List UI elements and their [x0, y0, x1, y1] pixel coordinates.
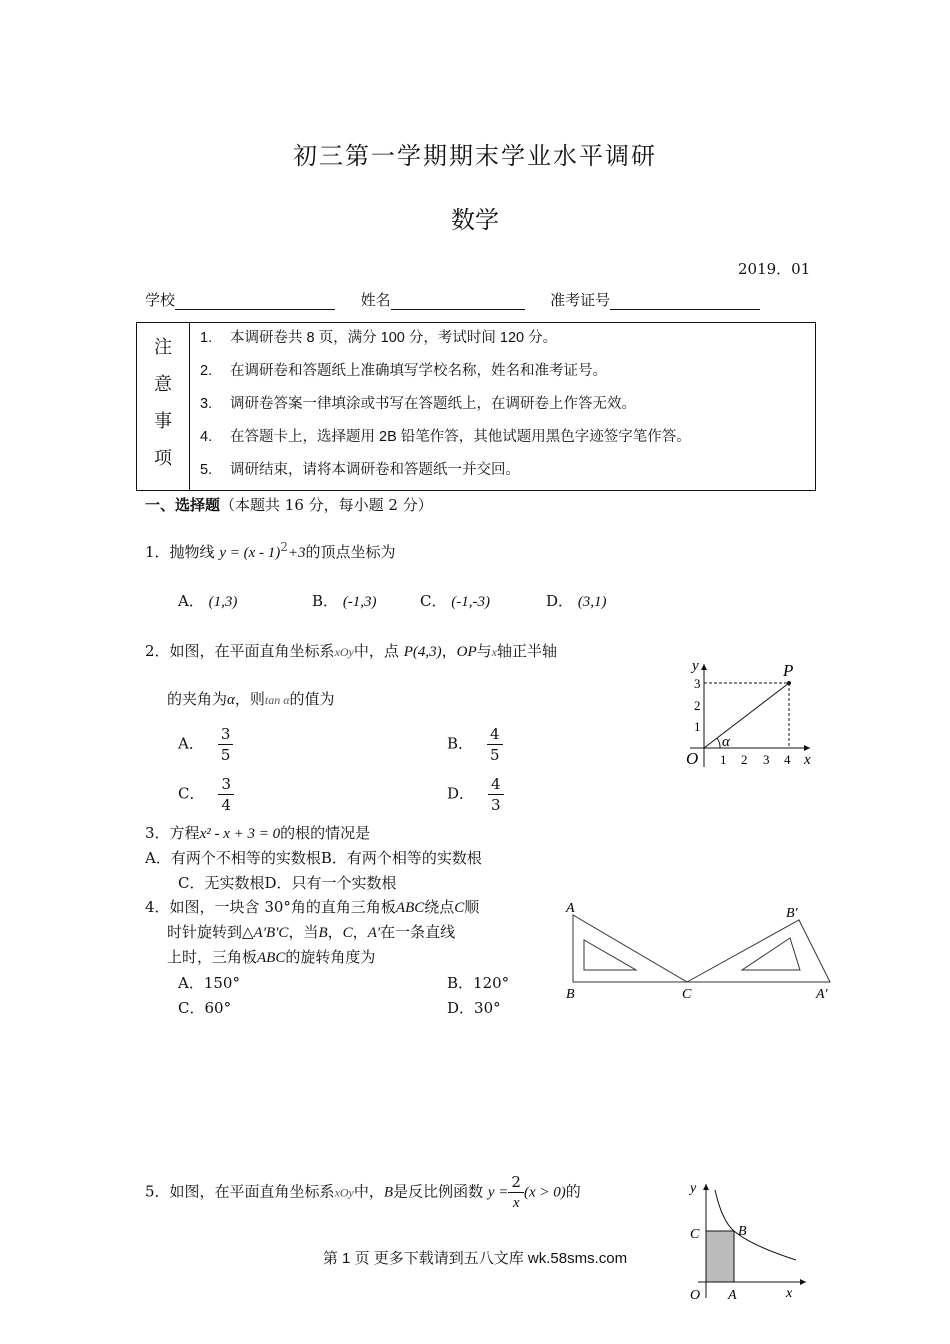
question-1-option-d[interactable]: D． (3,1)	[546, 592, 607, 610]
question-2-option-b[interactable]: B． $\frac{4}{5}$	[447, 724, 503, 765]
angle-label: α	[722, 734, 730, 750]
question-2-option-c[interactable]: C． $\frac{3}{4}$	[178, 774, 234, 815]
question-4-figure	[560, 898, 840, 1006]
question-3-option-b[interactable]: B．有两个相等的实数根	[320, 849, 482, 867]
y-axis-label: y	[692, 658, 699, 674]
point-b-label: B	[738, 1224, 747, 1239]
exam-date: 2019．01	[738, 260, 811, 278]
question-3-options-ab	[145, 847, 482, 868]
vertex-b-label: B	[566, 987, 575, 1002]
subject-title: 数学	[451, 206, 499, 234]
point-a-label: A	[728, 1288, 737, 1302]
question-2-stem: 2．如图，在平面直角坐标系xOy中，点 P(4,3)，OP与x轴正半轴	[145, 642, 557, 660]
x-tick: 1	[720, 752, 727, 767]
notice-heading: 注 意 事 项	[137, 323, 190, 491]
list-item: 3. 调研卷答案一律填涂或书写在答题纸上，在调研卷上作答无效。	[200, 396, 636, 412]
vertex-c-label: C	[682, 987, 692, 1002]
question-3-option-a[interactable]: A．有两个不相等的实数根	[145, 849, 321, 867]
question-1-option-a[interactable]: A． (1,3)	[178, 592, 238, 610]
x-axis-label: x	[786, 1286, 793, 1301]
origin-label: O	[686, 749, 699, 768]
question-2-stem-line2: 的夹角为α，则tan α的值为	[167, 690, 335, 708]
section-heading: 一、选择题（本题共 16 分，每小题 2 分）	[145, 496, 433, 514]
vertex-a-label: A	[566, 901, 575, 916]
point-p-label: P	[783, 661, 794, 680]
question-4-option-a[interactable]: A．150°	[178, 974, 240, 992]
point-c-label: C	[690, 1227, 700, 1242]
x-tick: 2	[741, 752, 748, 767]
question-3-stem: 3．方程x² - x + 3 = 0的根的情况是	[145, 824, 371, 842]
vertex-b-prime-label: B′	[786, 906, 798, 921]
vertex-a-prime-label: A′	[816, 987, 828, 1002]
name-field[interactable]	[391, 293, 525, 310]
question-2-figure	[680, 652, 820, 772]
y-tick: 3	[694, 676, 701, 691]
x-tick: 3	[763, 752, 770, 767]
question-2-option-a[interactable]: A． $\frac{3}{5}$	[178, 724, 233, 765]
question-4-option-d[interactable]: D．30°	[447, 999, 501, 1017]
list-item: 5. 调研结束，请将本调研卷和答题纸一并交回。	[200, 462, 520, 478]
question-3-option-d[interactable]: D．只有一个实数根	[264, 874, 397, 892]
question-4-option-b[interactable]: B．120°	[447, 974, 510, 992]
school-label: 学校	[145, 291, 176, 309]
student-info-fields	[145, 289, 760, 310]
y-tick: 1	[694, 719, 701, 734]
question-1-stem: 1．抛物线 y = (x - 1)$^2$+3的顶点坐标为	[145, 540, 396, 561]
notice-list	[190, 323, 816, 491]
question-5-stem: 5．如图，在平面直角坐标系xOy中，B是反比例函数 y = $\frac{2}{x}$ (x > 0)的	[145, 1173, 581, 1211]
question-5-figure	[682, 1176, 812, 1302]
x-tick: 4	[784, 752, 791, 767]
page-title: 初三第一学期期末学业水平调研	[293, 142, 657, 170]
notice-box	[136, 322, 816, 491]
id-label: 准考证号	[550, 291, 611, 309]
question-1-option-c[interactable]: C． (-1,-3)	[420, 592, 490, 610]
question-4-option-c[interactable]: C．60°	[178, 999, 232, 1017]
question-4-stem-line2: 时针旋转到△A′B′C，当B，C，A′在一条直线	[167, 923, 456, 941]
question-4-stem: 4．如图，一块含 30°角的直角三角板ABC绕点C顺	[145, 898, 480, 916]
list-item: 2. 在调研卷和答题纸上准确填写学校名称，姓名和准考证号。	[200, 363, 607, 379]
y-tick: 2	[694, 698, 701, 713]
question-1-option-b[interactable]: B． (-1,3)	[312, 592, 377, 610]
question-3-option-c[interactable]: C．无实数根	[178, 874, 265, 892]
name-label: 姓名	[360, 291, 391, 309]
list-item: 1. 本调研卷共 8 页，满分 100 分，考试时间 120 分。	[200, 330, 558, 346]
x-axis-label: x	[804, 752, 811, 768]
id-field[interactable]	[610, 293, 760, 310]
y-axis-label: y	[690, 1181, 697, 1196]
school-field[interactable]	[175, 293, 335, 310]
question-2-option-d[interactable]: D． $\frac{4}{3}$	[447, 774, 504, 815]
list-item: 4. 在答题卡上，选择题用 2B 铅笔作答，其他试题用黑色字迹签字笔作答。	[200, 429, 691, 445]
page-footer[interactable]: 第 1 页 更多下载请到五八文库 wk.58sms.com	[322, 1250, 628, 1267]
question-4-stem-line3: 上时，三角板ABC的旋转角度为	[167, 948, 376, 966]
origin-label: O	[690, 1288, 701, 1302]
question-3-options-cd	[178, 872, 397, 893]
